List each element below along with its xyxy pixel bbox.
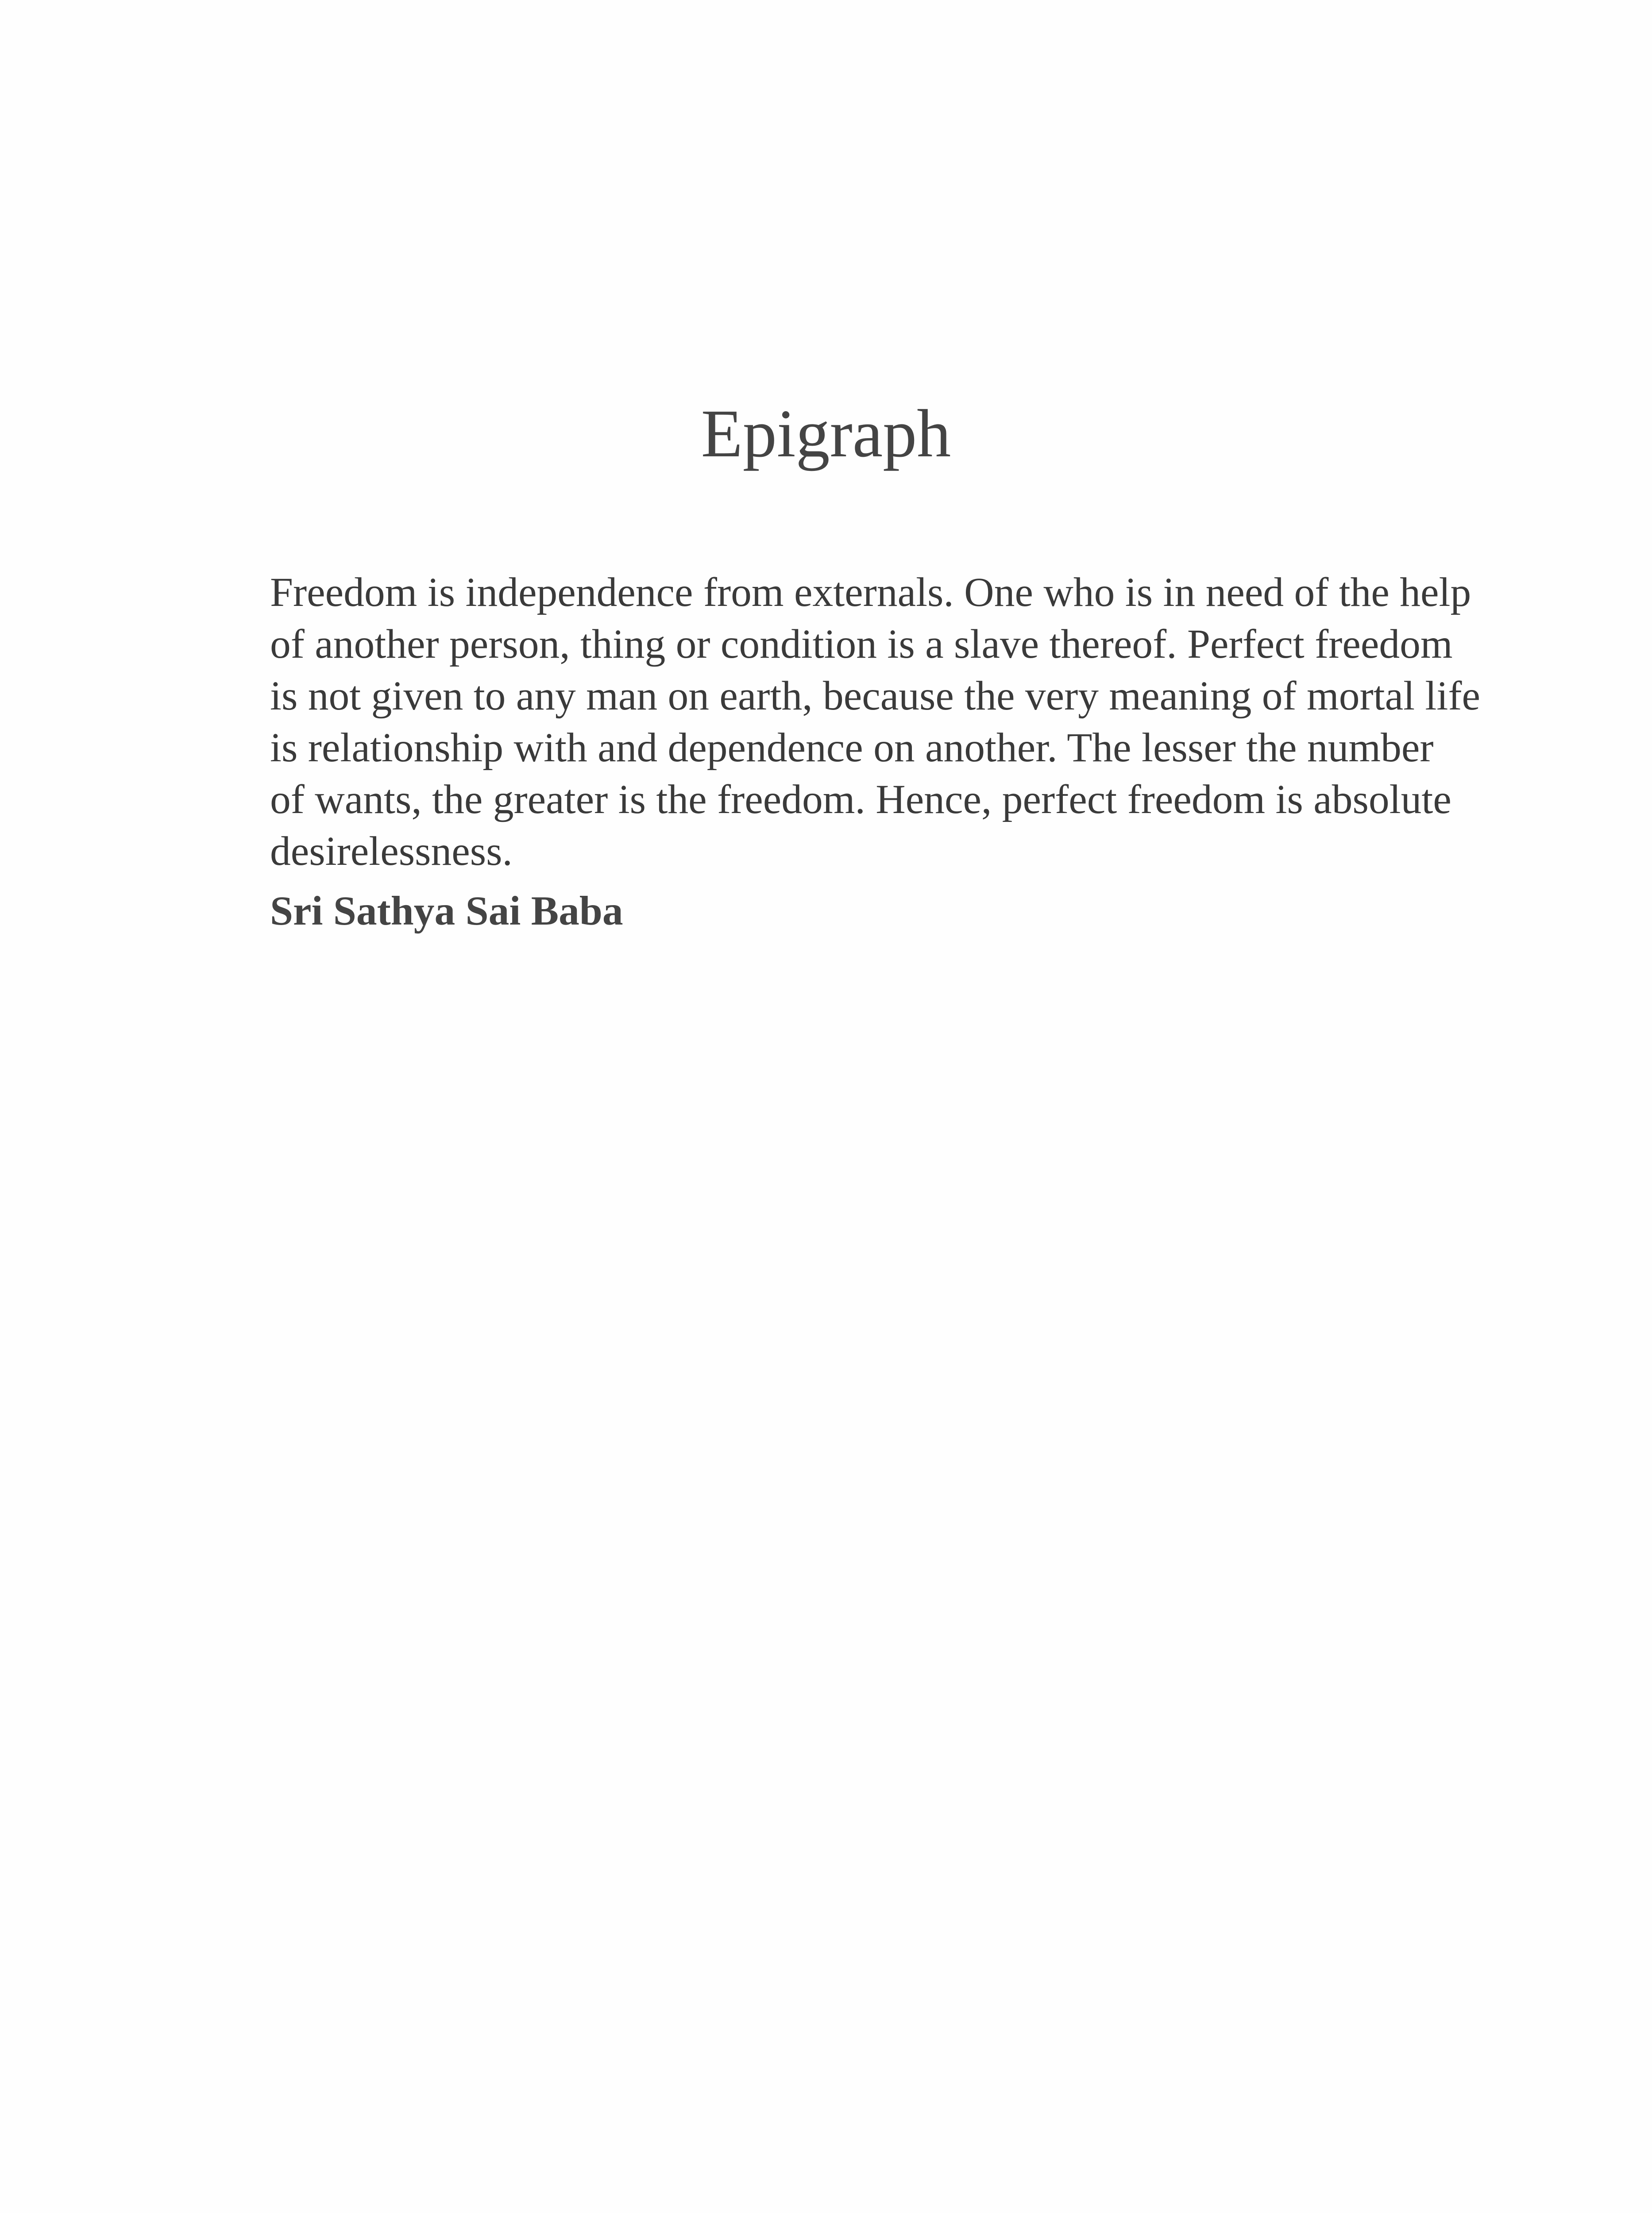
quote-line: desirelessness. (270, 829, 513, 874)
quote-line: is relationship with and dependence on another. The lesser the number (270, 725, 1434, 771)
page-title: Epigraph (701, 396, 951, 471)
quote-line: of wants, the greater is the freedom. Hence, perfect freedom is absolute (270, 777, 1451, 822)
quote-line: is not given to any man on earth, because the very meaning of mortal life (270, 673, 1481, 719)
quote-attribution: Sri Sathya Sai Baba (270, 888, 623, 934)
epigraph-quote (270, 567, 1481, 877)
quote-line: of another person, thing or condition is a slave thereof. Perfect freedom (270, 621, 1453, 667)
quote-line: Freedom is independence from externals. One who is in need of the help (270, 570, 1471, 615)
